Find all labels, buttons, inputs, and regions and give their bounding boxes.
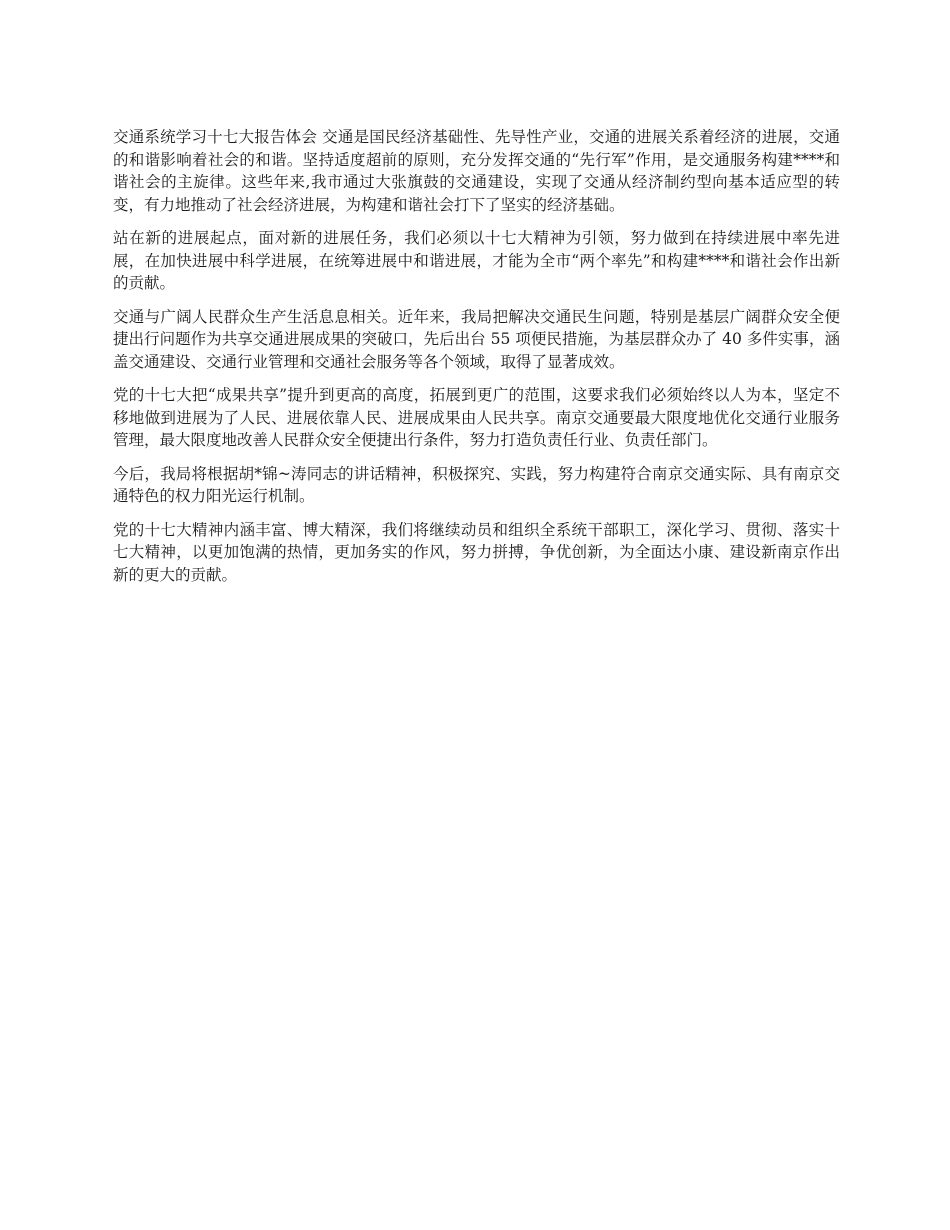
paragraph-2: 站在新的进展起点，面对新的进展任务，我们必须以十七大精神为引领，努力做到在持续进展中率先进展，在加快进展中科学进展，在统筹进展中和谐进展，才能为全市“两个率先”和构建****和谐社会作出新的贡献。	[113, 229, 840, 292]
paragraph-6: 党的十七大精神内涵丰富、博大精深，我们将继续动员和组织全系统干部职工，深化学习、贯彻、落实十七大精神，以更加饱满的热情，更加务实的作风，努力拼搏，争优创新，为全面达小康、建设新南京作出新的更大的贡献。	[113, 520, 840, 584]
paragraph-5: 今后，我局将根据胡*锦~涛同志的讲话精神，积极探究、实践，努力构建符合南京交通实际、具有南京交通特色的权力阳光运行机制。	[113, 464, 840, 505]
paragraph-4: 党的十七大把“成果共享”提升到更高的高度，拓展到更广的范围，这要求我们必须始终以人为本，坚定不移地做到进展为了人民、进展依靠人民、进展成果由人民共享。南京交通要最大限度地优化交通行业服务管理，最大限度地改善人民群众安全便捷出行条件，努力打造负责任行业、负责任部门。	[113, 386, 840, 449]
paragraph-3: 交通与广阔人民群众生产生活息息相关。近年来，我局把解决交通民生问题，特别是基层广阔群众安全便捷出行问题作为共享交通进展成果的突破口，先后出台 55 项便民措施，为基层群众办了 40 多件实事，涵盖交通建设、交通行业管理和交通社会服务等各个领域，取得了显著成效。	[113, 307, 840, 371]
document-page	[113, 126, 840, 597]
paragraph-1: 交通系统学习十七大报告体会 交通是国民经济基础性、先导性产业，交通的进展关系着经济的进展，交通的和谐影响着社会的和谐。坚持适度超前的原则，充分发挥交通的“先行军”作用，是交通服务构建****和谐社会的主旋律。这些年来,我市通过大张旗鼓的交通建设，实现了交通从经济制约型向基本适应型的转变，有力地推动了社会经济进展，为构建和谐社会打下了坚实的经济基础。	[113, 128, 840, 214]
